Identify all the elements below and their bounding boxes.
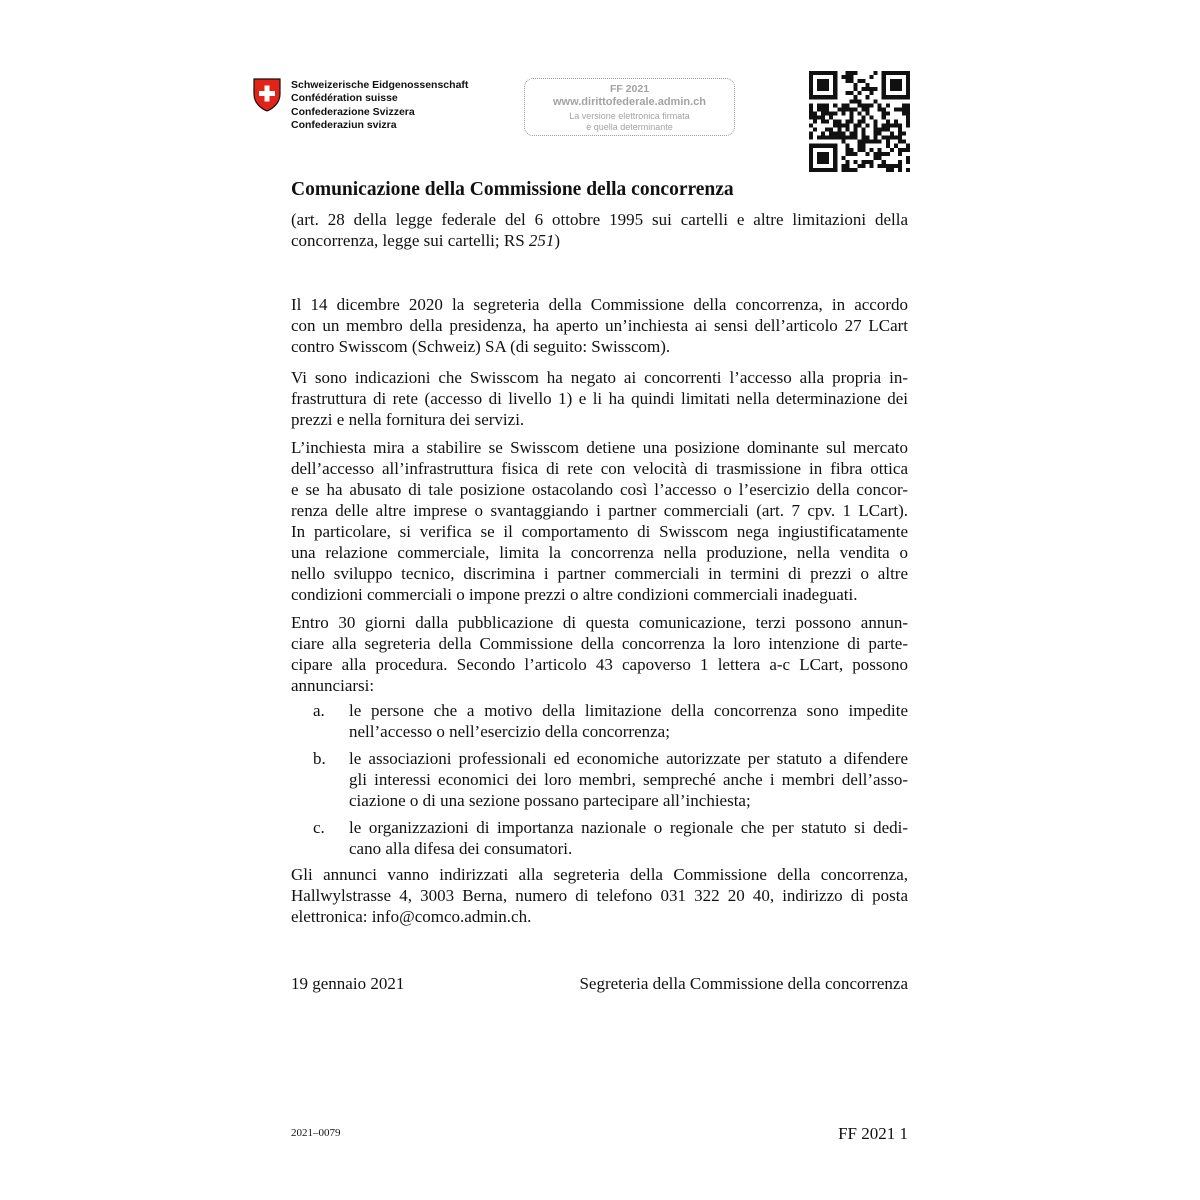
paragraph-opening xyxy=(291,294,908,357)
confederation-name-fr: Confédération suisse xyxy=(291,92,398,105)
paragraph-line: condizioni commerciali o impone prezzi o altre condizioni commerciali inadeguati. xyxy=(291,585,858,604)
list-item-line: ciazione o di una sezione possano partecipare all’inchiesta; xyxy=(349,791,751,810)
list-item-label: b. xyxy=(313,749,326,768)
paragraph-third-parties xyxy=(291,612,908,696)
list-item-line: cano alla difesa dei consumatori. xyxy=(349,839,573,858)
stamp-note-2: è quella determinante xyxy=(586,122,673,132)
paragraph-line: contro Swisscom (Schweiz) SA (di seguito: Swisscom). xyxy=(291,337,671,356)
paragraph-indications xyxy=(291,367,908,430)
list-item-line: le organizzazioni di importanza nazionale o regionale che per statuto si dedi- xyxy=(349,818,908,837)
paragraph-line: elettronica: info@comco.admin.ch. xyxy=(291,907,532,926)
paragraph-investigation-scope xyxy=(291,437,908,605)
paragraph-line: In particolare, si verifica se il comportamento di Swisscom nega ingiustificatamente xyxy=(291,522,908,541)
paragraph-line: Gli annunci vanno indirizzati alla segreteria della Commissione della concorrenza, xyxy=(291,865,908,884)
publication-date: 19 gennaio 2021 xyxy=(291,974,405,993)
stamp-note-1: La versione elettronica firmata xyxy=(569,111,690,121)
legal-basis-subtitle xyxy=(291,209,908,251)
paragraph-line: annunciarsi: xyxy=(291,676,375,695)
paragraph-line: Entro 30 giorni dalla pubblicazione di questa comunicazione, terzi possono annun- xyxy=(291,613,908,632)
swiss-coat-of-arms-icon xyxy=(252,78,282,112)
document-number: 2021–0079 xyxy=(291,1127,341,1139)
list-item-line: le associazioni professionali ed economiche autorizzate per statuto a difendere xyxy=(349,749,908,768)
stamp-url: www.dirittofederale.admin.ch xyxy=(552,96,706,108)
list-item-line: le persone che a motivo della limitazione della concorrenza sono impedite xyxy=(349,701,908,720)
list-item-label: a. xyxy=(313,701,325,720)
confederation-names xyxy=(291,79,468,132)
paragraph-line: L’inchiesta mira a stabilire se Swisscom detiene una posizione dominante sul mercato xyxy=(291,438,908,457)
paragraph-line: e se ha abusato di tale posizione ostacolando così l’accesso o l’esercizio della concor- xyxy=(291,480,908,499)
electronic-version-stamp xyxy=(524,78,735,136)
subtitle-line: (art. 28 della legge federale del 6 ottobre 1995 sui cartelli e altre limitazioni della xyxy=(291,210,908,229)
list-item-line: nell’accesso o nell’esercizio della concorrenza; xyxy=(349,722,670,741)
ff-reference: FF 2021 1 xyxy=(838,1124,908,1143)
paragraph-line: prezzi e nella fornitura dei servizi. xyxy=(291,410,525,429)
paragraph-line: Il 14 dicembre 2020 la segreteria della Commissione della concorrenza, in accordo xyxy=(291,295,908,314)
page-title: Comunicazione della Commissione della concorrenza xyxy=(291,179,734,200)
paragraph-line: nello sviluppo tecnico, discrimina i partner commerciali in termini di prezzi o altre xyxy=(291,564,908,583)
paragraph-line: con un membro della presidenza, ha aperto un’inchiesta ai sensi dell’articolo 27 LCart xyxy=(291,316,908,335)
paragraph-line: Hallwylstrasse 4, 3003 Berna, numero di telefono 031 322 20 40, indirizzo di posta xyxy=(291,886,908,905)
qr-code-icon xyxy=(809,71,910,172)
paragraph-line: una relazione commerciale, limita la concorrenza nella produzione, nella vendita o xyxy=(291,543,908,562)
paragraph-line: cipare alla procedura. Secondo l’articolo 43 capoverso 1 lettera a-c LCart, possono xyxy=(291,655,908,674)
subtitle-line: concorrenza, legge sui cartelli; RS 251) xyxy=(291,231,561,250)
paragraph-line: renza delle altre imprese o svantaggiando i partner commerciali (art. 7 cpv. 1 LCart). xyxy=(291,501,908,520)
paragraph-line: dell’accesso all’infrastruttura fisica di rete con velocità di trasmissione in fibra ottica xyxy=(291,459,908,478)
signature: Segreteria della Commissione della concorrenza xyxy=(579,974,908,993)
paragraph-line: frastruttura di rete (accesso di livello 1) e li ha quindi limitati nella determinazione dei xyxy=(291,389,908,408)
confederation-name-de: Schweizerische Eidgenossenschaft xyxy=(291,79,469,91)
confederation-name-rm: Confederaziun svizra xyxy=(291,118,397,131)
list-item-line: gli interessi economici dei loro membri, sempreché anche i membri dell’asso- xyxy=(349,770,908,789)
paragraph-contact xyxy=(291,864,908,927)
rs-reference: 251 xyxy=(528,231,555,250)
confederation-name-it: Confederazione Svizzera xyxy=(291,105,415,118)
paragraph-line: ciare alla segreteria della Commissione della concorrenza la loro intenzione di parte- xyxy=(291,634,908,653)
list-item-label: c. xyxy=(313,818,325,837)
stamp-ff-year: FF 2021 xyxy=(609,83,650,95)
paragraph-line: Vi sono indicazioni che Swisscom ha negato ai concorrenti l’accesso alla propria in- xyxy=(291,368,908,387)
